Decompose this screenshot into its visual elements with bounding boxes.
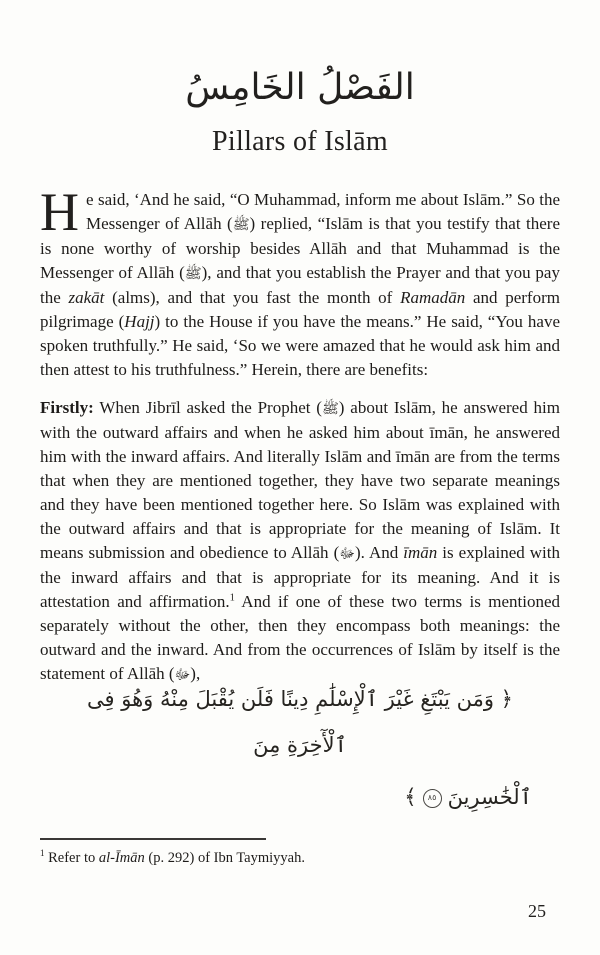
paragraph-hadith xyxy=(40,182,560,382)
verse-closing-bracket: ﴾ xyxy=(404,785,417,809)
verse-last-word: ٱلْخَٰسِرِينَ xyxy=(447,785,532,809)
footnote xyxy=(40,848,560,868)
drop-cap: H xyxy=(40,182,79,242)
paragraph-firstly: Firstly: When Jibrīl asked the Prophet (ﷺ) about Islām, he answered him with the outward affairs and when he asked him about īmān, he answered him with the inward affairs. And literally Islām and īmān are from the terms that when they are mentioned together, they have two separate meanings and they have been mentioned together here. So Islām was explained with the outward affairs and that is appropriate for the meaning of Islām. It means submission and obedience to Allāh (ﷻ). And īmān is explained with the inward affairs and that is appropriate for its meaning. And it is attestation and affirmation.$^1$ And if one of these two terms is mentioned separately without the other, then they encompass both meanings: the outward and the inward. And from the occurrences of Islām by itself is the statement of Allāh (ﷻ), xyxy=(40,398,560,683)
footnote-text: Refer to al-Īmān (p. 292) of Ibn Taymiyyah. xyxy=(44,850,305,866)
paragraph-hadith-text: e said, ‘And he said, “O Muhammad, inform me about Islām.” So the Messenger of Allāh (ﷺ) replied, “Islām is that you testify that there is none worthy of worship besides Allāh and that Muhammad is the Messenger of Allāh (ﷺ), and that you establish the Prayer and that you pay the zakāt (alms), and that you fast the month of Ramadān and perform pilgrimage (Hajj) to the House if you have the means.” He said, “You have spoken truthfully.” He said, ‘So we were amazed that he would ask him and then attest to his truthfulness.” Herein, there are benefits: xyxy=(40,190,560,379)
chapter-title: Pillars of Islām xyxy=(212,126,388,157)
footnote-divider xyxy=(40,838,266,840)
quran-verse xyxy=(40,676,560,820)
chapter-title-arabic: الفَصْلُ الخَامِسُ xyxy=(185,67,415,108)
footnote-marker: 1 xyxy=(40,848,45,859)
ayah-number-medallion: ٨٥ xyxy=(423,789,442,808)
page-number: 25 xyxy=(528,901,546,921)
verse-line-1: ﴿ وَمَن يَبْتَغِ غَيْرَ ٱلْإِسْلَٰمِ دِينًا فَلَن يُقْبَلَ مِنْهُ وَهُوَ فِى ٱلْأٓخِرَةِ مِنَ xyxy=(87,687,513,757)
verse-line-2 xyxy=(40,774,560,820)
